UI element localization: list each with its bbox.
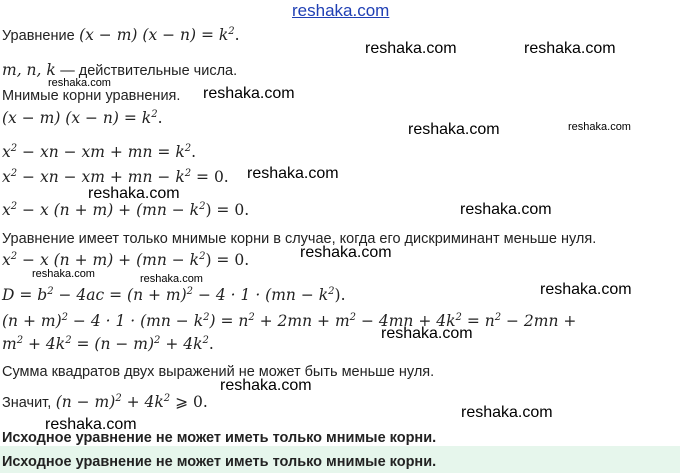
watermark: reshaka.com bbox=[48, 77, 111, 89]
watermark: reshaka.com bbox=[203, 85, 295, 102]
watermark: reshaka.com bbox=[45, 416, 137, 433]
watermark: reshaka.com bbox=[365, 40, 457, 57]
solution-line-13: Сумма квадратов двух выражений не может быть меньше нуля. bbox=[2, 364, 435, 380]
watermark: reshaka.com bbox=[540, 281, 632, 298]
watermark: reshaka.com bbox=[140, 273, 203, 285]
watermark: reshaka.com bbox=[220, 377, 312, 394]
solution-line-10: $D = b^2 - 4ac = (n + m)^2 - 4 \cdot 1 \cdot (mn - k^2)$. bbox=[2, 286, 346, 304]
solution-conclusion: Исходное уравнение не может иметь только мнимые корни. bbox=[2, 430, 437, 446]
watermark: reshaka.com bbox=[461, 404, 553, 421]
solution-line-9: $x^2 - x$ $(n + m) + (mn - k^2) = 0$. bbox=[2, 251, 250, 269]
solution-line-1: Уравнение (x − m) $(x - n) = k^2$. bbox=[2, 26, 240, 44]
watermark: reshaka.com bbox=[300, 244, 392, 261]
solution-line-7: $x^2 - x$ $(n + m) + (mn - k^2) = 0$. bbox=[2, 201, 250, 219]
watermark: reshaka.com bbox=[32, 268, 95, 280]
watermark: reshaka.com bbox=[408, 121, 500, 138]
solution-line-11: $(n + m)^2 - 4 \cdot 1 \cdot (mn - k^2) = n^2 + 2mn + m^2 - 4mn + 4k^2 = n^2 - 2mn$ + bbox=[2, 312, 577, 330]
solution-line-4: (x − m) $(x - n) = k^2$. bbox=[2, 109, 163, 127]
watermark: reshaka.com bbox=[524, 40, 616, 57]
solution-line-8: Уравнение имеет только мнимые корни в случае, когда его дискриминант меньше нуля. bbox=[2, 231, 597, 247]
watermark-top-link[interactable]: reshaka.com bbox=[292, 1, 390, 20]
solution-line-12: $m^2 + 4k^2 = (n - m)^2 + 4k^2$. bbox=[2, 335, 214, 353]
solution-line-6: $x^2$ − xn − xm + mn − $k^2 = 0$. bbox=[2, 168, 229, 186]
solution-line-2: m, n, k — действительные числа. bbox=[2, 61, 238, 79]
watermark: reshaka.com bbox=[247, 165, 339, 182]
solution-line-5: $x^2$ − xn − xm + mn = $k^2$. bbox=[2, 143, 197, 161]
watermark: reshaka.com bbox=[460, 201, 552, 218]
watermark: reshaka.com bbox=[568, 121, 631, 133]
watermark: reshaka.com bbox=[88, 185, 180, 202]
solution-line-3: Мнимые корни уравнения. bbox=[2, 88, 181, 104]
watermark: reshaka.com bbox=[381, 325, 473, 342]
answer-line: Исходное уравнение не может иметь только мнимые корни. bbox=[2, 454, 437, 470]
solution-line-14: Значит, $(n - m)^2 + 4k^2$ ⩾ 0. bbox=[2, 393, 208, 411]
